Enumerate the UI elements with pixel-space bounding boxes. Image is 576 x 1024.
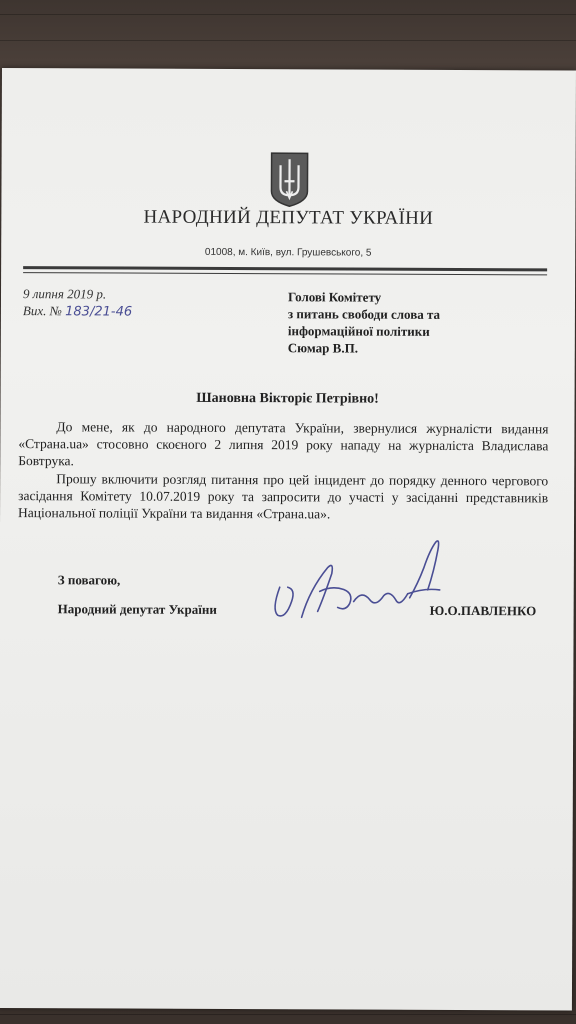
addressee-block (288, 288, 440, 357)
signer-title: Народний депутат України (57, 601, 217, 617)
signer-name: Ю.О.ПАВЛЕНКО (429, 602, 537, 619)
wood-grain (0, 40, 576, 41)
handwritten-signature (258, 527, 458, 628)
date-text: 9 липня 2019 р. (22, 286, 107, 302)
addressee-line: інформаційної політики (287, 323, 430, 339)
header-divider (23, 266, 547, 271)
closing: З повагою, (57, 572, 121, 588)
body-paragraph-1: До мене, як до народного депутата України, звернулися журналісти видання «Страна.ua» стосовно скоєного 2 липня 2019 року нападу на журналіста Владислава Бовтрука. (18, 419, 549, 469)
letter-date (23, 286, 106, 302)
outgoing-prefix: Вих. № (22, 303, 62, 319)
salutation: Шановна Вікторіє Петрівно! (196, 390, 379, 407)
wood-grain (0, 14, 576, 15)
wood-grain (0, 1014, 576, 1015)
body-paragraph-2: Прошу включити розгляд питання про цей інцидент до порядку денного чергового засідання Комітету 10.07.2019 року та запросити до участі у засіданні представників Національної поліції України та видання «Страна.ua». (18, 471, 549, 522)
outgoing-number: 183/21-46 (65, 304, 133, 320)
sender-address: 01008, м. Київ, вул. Грушевського, 5 (204, 246, 372, 259)
page-title: НАРОДНИЙ ДЕПУТАТ УКРАЇНИ (143, 206, 434, 229)
addressee-line: Сюмар В.П. (287, 340, 359, 356)
outgoing-number-line (23, 303, 132, 319)
letter-sheet (0, 68, 576, 1010)
addressee-line: з питань свободи слова та (287, 306, 441, 322)
header-divider-thin (23, 272, 547, 275)
trident-emblem-icon (269, 151, 309, 207)
addressee-line: Голові Комітету (287, 289, 382, 305)
